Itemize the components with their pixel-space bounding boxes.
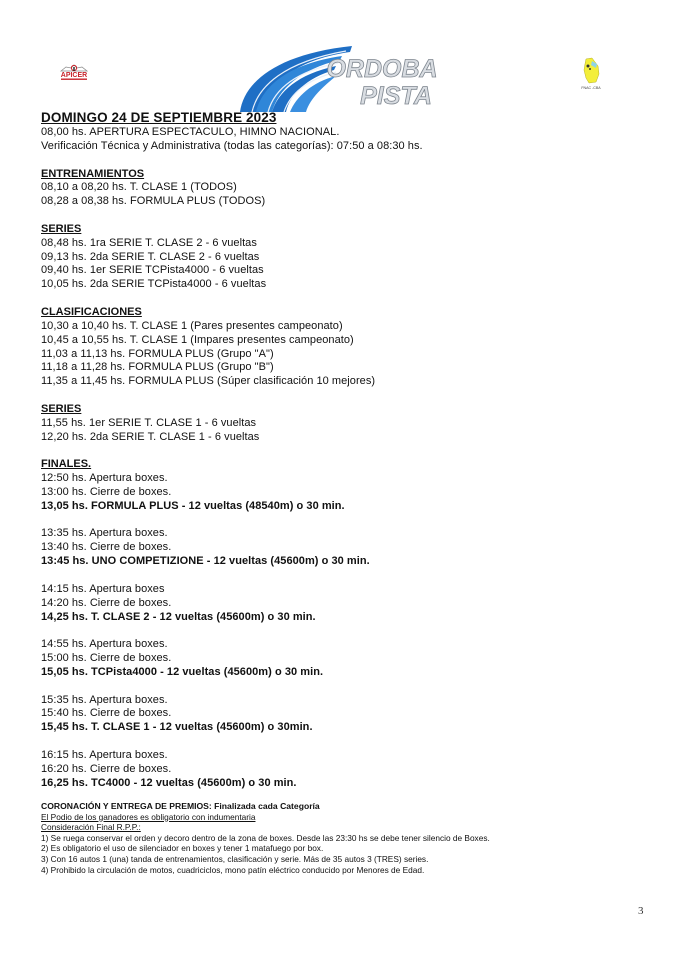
schedule-line: 10,05 hs. 2da SERIE TCPista4000 - 6 vueltas — [41, 278, 267, 291]
footer-notes — [41, 801, 661, 875]
boxes-line: 16:15 hs. Apertura boxes. — [41, 748, 168, 761]
section-finales — [41, 458, 651, 790]
schedule-line: 08,28 a 08,38 hs. FORMULA PLUS (TODOS) — [41, 195, 266, 208]
final-race-line: 15,05 hs. TCPista4000 - 12 vueltas (45600m) o 30 min. — [41, 665, 324, 678]
schedule-line: 12,20 hs. 2da SERIE T. CLASE 1 - 6 vueltas — [41, 430, 260, 443]
schedule-line: 08,10 a 08,20 hs. T. CLASE 1 (TODOS) — [41, 181, 237, 194]
final-group — [41, 583, 651, 638]
section-heading: ENTRENAMIENTOS — [41, 167, 145, 180]
schedule-line: 09,40 hs. 1er SERIE TCPista4000 - 6 vueltas — [41, 264, 264, 277]
finales-groups — [41, 472, 651, 790]
boxes-line: 14:20 hs. Cierre de boxes. — [41, 596, 172, 609]
schedule-section — [41, 306, 651, 403]
boxes-line: 12:50 hs. Apertura boxes. — [41, 472, 168, 485]
final-group — [41, 527, 651, 582]
schedule-line: 08,48 hs. 1ra SERIE T. CLASE 2 - 6 vueltas — [41, 236, 257, 249]
rule-item: 2) Es obligatorio el uso de silenciador en boxes y tener 1 matafuego por box. — [41, 843, 324, 854]
intro-line: Verificación Técnica y Administrativa (todas las categorías): 07:50 a 08:30 hs. — [41, 139, 423, 152]
boxes-line: 15:40 hs. Cierre de boxes. — [41, 707, 172, 720]
boxes-line: 13:40 hs. Cierre de boxes. — [41, 541, 172, 554]
final-race-line: 16,25 hs. TC4000 - 12 vueltas (45600m) o 30 min. — [41, 776, 297, 789]
fnac-caption: FNAC -CBA — [581, 86, 601, 90]
cordoba-pista-logo — [232, 42, 450, 114]
final-group — [41, 749, 651, 791]
logo-text-pista: PISTA — [360, 82, 432, 110]
final-group — [41, 694, 651, 749]
schedule-line: 11,03 a 11,13 hs. FORMULA PLUS (Grupo "A") — [41, 347, 274, 360]
boxes-line: 13:00 hs. Cierre de boxes. — [41, 485, 172, 498]
page-number: 3 — [638, 905, 644, 917]
schedule-line: 10,45 a 10,55 hs. T. CLASE 1 (Impares presentes campeonato) — [41, 333, 354, 346]
schedule-line: 09,13 hs. 2da SERIE T. CLASE 2 - 6 vueltas — [41, 250, 260, 263]
boxes-line: 14:55 hs. Apertura boxes. — [41, 638, 168, 651]
boxes-line: 15:35 hs. Apertura boxes. — [41, 693, 168, 706]
boxes-line: 13:35 hs. Apertura boxes. — [41, 527, 168, 540]
svg-text:APICER: APICER — [60, 72, 88, 79]
schedule-body — [41, 110, 651, 791]
boxes-line: 16:20 hs. Cierre de boxes. — [41, 762, 172, 775]
page-title: DOMINGO 24 DE SEPTIEMBRE 2023 — [41, 110, 277, 125]
coronacion-note: CORONACIÓN Y ENTREGA DE PREMIOS: Finalizada cada Categoría — [41, 801, 320, 811]
final-race-line: 13,05 hs. FORMULA PLUS - 12 vueltas (48540m) o 30 min. — [41, 499, 345, 512]
section-heading: SERIES — [41, 402, 82, 415]
section-heading: SERIES — [41, 222, 82, 235]
consideracion-heading: Consideración Final R.P.P.: — [41, 822, 141, 833]
rule-item: 1) Se ruega conservar el orden y decoro dentro de la zona de boxes. Desde las 23:30 hs se debe tener silencio de Boxes. — [41, 832, 490, 843]
apicer-logo — [58, 62, 90, 82]
logo-text-ordoba: ORDOBA — [326, 55, 438, 83]
final-race-line: 13:45 hs. UNO COMPETIZIONE - 12 vueltas (45600m) o 30 min. — [41, 555, 370, 568]
schedule-section — [41, 223, 651, 306]
sections — [41, 168, 651, 459]
schedule-section — [41, 403, 651, 458]
schedule-section — [41, 168, 651, 223]
boxes-line: 14:15 hs. Apertura boxes — [41, 582, 165, 595]
schedule-line: 11,35 a 11,45 hs. FORMULA PLUS (Súper clasificación 10 mejores) — [41, 375, 376, 388]
fnac-cba-logo — [580, 56, 602, 92]
rule-item: 3) Con 16 autos 1 (una) tanda de entrenamientos, clasificación y serie. Más de 35 autos 3 (TRES) series. — [41, 853, 429, 864]
intro-line: 08,00 hs. APERTURA ESPECTACULO, HIMNO NACIONAL. — [41, 126, 340, 138]
final-race-line: 15,45 hs. T. CLASE 1 - 12 vueltas (45600m) o 30min. — [41, 721, 313, 734]
schedule-line: 11,18 a 11,28 hs. FORMULA PLUS (Grupo "B") — [41, 361, 274, 374]
podio-note: El Podio de los ganadores es obligatorio con indumentaria — [41, 811, 256, 822]
boxes-line: 15:00 hs. Cierre de boxes. — [41, 652, 172, 665]
final-group — [41, 638, 651, 693]
schedule-line: 11,55 hs. 1er SERIE T. CLASE 1 - 6 vueltas — [41, 416, 257, 429]
rule-item: 4) Prohibido la circulación de motos, cuadriciclos, mono patín eléctrico conducido por Menores de Edad. — [41, 864, 425, 875]
final-race-line: 14,25 hs. T. CLASE 2 - 12 vueltas (45600m) o 30 min. — [41, 610, 316, 623]
schedule-line: 10,30 a 10,40 hs. T. CLASE 1 (Pares presentes campeonato) — [41, 319, 343, 332]
final-group — [41, 472, 651, 527]
section-heading: FINALES. — [41, 458, 92, 471]
section-heading: CLASIFICACIONES — [41, 305, 142, 318]
